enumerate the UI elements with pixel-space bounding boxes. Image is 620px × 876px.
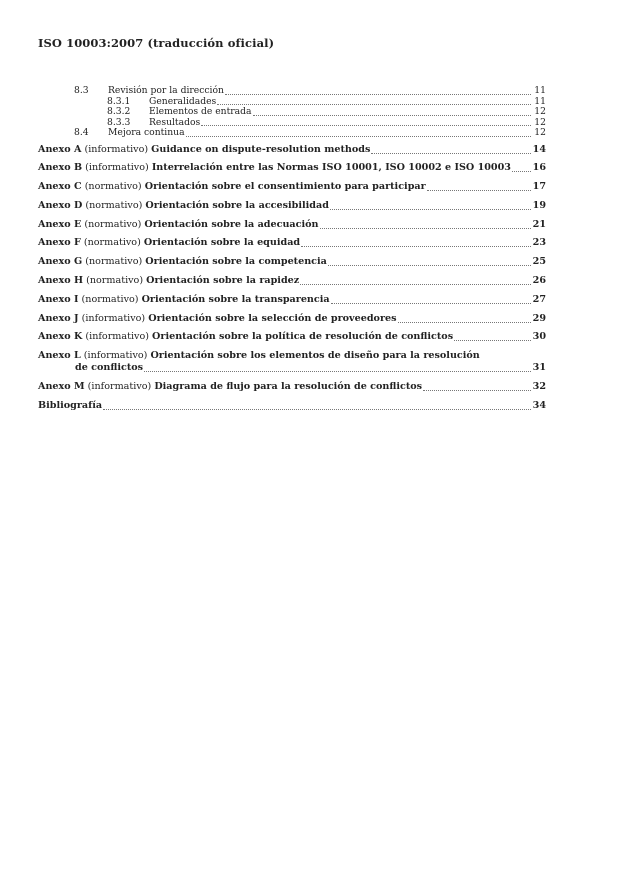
toc-annex-k[interactable]	[38, 331, 546, 343]
annex-page: 25	[532, 256, 546, 268]
annex-page: 14	[532, 143, 546, 155]
annex-kind: (normativo)	[83, 237, 141, 249]
annex-page: 26	[532, 275, 546, 287]
toc-annex-d[interactable]	[38, 200, 546, 212]
dot-leader	[186, 136, 531, 137]
dot-leader	[427, 190, 531, 191]
toc-entry-number: 8.3.2	[107, 106, 131, 117]
dot-leader	[103, 409, 531, 410]
annex-label: Anexo M	[38, 381, 85, 393]
toc-entry-number: 8.3.3	[107, 116, 131, 128]
annex-title: Interrelación entre las Normas ISO 10001, ISO 10002 e ISO 10003	[151, 162, 511, 174]
toc-entry-title: Revisión por la dirección	[108, 85, 224, 96]
toc-entry-title: Generalidades	[149, 95, 217, 107]
dot-leader	[454, 340, 531, 341]
annex-kind: (normativo)	[84, 218, 142, 230]
annex-label: Anexo F	[38, 237, 81, 249]
toc-annex-l[interactable]	[38, 350, 546, 374]
toc-entry-title: Mejora continua	[108, 127, 185, 138]
toc-entry-title: Elementos de entrada	[149, 106, 252, 117]
toc-entry-8-3-2[interactable]	[38, 107, 546, 118]
annex-title: Orientación sobre la competencia	[145, 256, 327, 268]
annex-title: Orientación sobre la política de resolución de conflictos	[152, 331, 454, 343]
annex-title: Orientación sobre la equidad	[143, 237, 301, 249]
bibliography-page: 34	[532, 399, 546, 411]
annex-title-line1: Orientación sobre los elementos de diseño para la resolución	[150, 350, 480, 362]
annex-label: Anexo K	[38, 331, 83, 343]
annex-kind: (informativo)	[85, 331, 149, 343]
annex-kind: (informativo)	[84, 143, 149, 155]
annex-page: 31	[532, 362, 546, 374]
annex-page: 30	[532, 331, 546, 343]
toc-entry-page: 11	[534, 95, 546, 107]
annex-kind: (normativo)	[85, 199, 143, 211]
bibliography-title: Bibliografía	[38, 399, 103, 411]
annex-page: 17	[532, 181, 546, 193]
toc-annex-e[interactable]	[38, 219, 546, 231]
toc-entry-number: 8.3	[74, 85, 89, 96]
toc-annex-i[interactable]	[38, 294, 546, 306]
annex-label: Anexo G	[38, 256, 83, 268]
toc-entry-8-4[interactable]	[38, 128, 546, 139]
toc-annex-a[interactable]	[38, 144, 546, 156]
dot-leader	[301, 246, 531, 247]
toc-annex-b[interactable]	[38, 162, 546, 174]
annex-kind: (normativo)	[86, 275, 144, 287]
toc-annex-g[interactable]	[38, 256, 546, 268]
annex-label: Anexo H	[38, 275, 84, 287]
annex-kind: (informativo)	[87, 381, 152, 393]
annex-label: Anexo A	[38, 143, 82, 155]
annex-label: Anexo J	[38, 312, 79, 324]
dot-leader	[512, 171, 531, 172]
dot-leader	[331, 303, 531, 304]
annex-page: 21	[532, 218, 546, 230]
toc-annex-f[interactable]	[38, 237, 546, 249]
dot-leader	[253, 115, 531, 116]
annex-label: Anexo C	[38, 181, 82, 193]
dot-leader	[330, 209, 531, 210]
annex-title: Guidance on dispute-resolution methods	[151, 143, 371, 155]
annex-title-line2: de conflictos	[75, 362, 144, 374]
toc-bibliography[interactable]	[38, 400, 546, 412]
dot-leader	[144, 371, 531, 372]
annex-label: Anexo L	[38, 350, 81, 362]
annex-page: 19	[532, 199, 546, 211]
annex-title: Orientación sobre la rapidez	[146, 275, 300, 287]
dot-leader	[328, 265, 531, 266]
annex-page: 27	[532, 293, 546, 305]
annex-label: Anexo B	[38, 162, 83, 174]
dot-leader	[398, 322, 532, 323]
toc-entry-number: 8.3.1	[107, 95, 131, 107]
annex-page: 29	[532, 312, 546, 324]
toc-annex-h[interactable]	[38, 275, 546, 287]
dot-leader	[371, 153, 531, 154]
toc-entry-number: 8.4	[74, 127, 89, 138]
dot-leader	[320, 228, 531, 229]
dot-leader	[423, 390, 531, 391]
annex-label: Anexo E	[38, 218, 82, 230]
dot-leader	[225, 94, 531, 95]
annex-title: Orientación sobre la selección de proveedores	[148, 312, 397, 324]
annex-kind: (normativo)	[81, 293, 139, 305]
annex-title: Diagrama de flujo para la resolución de conflictos	[154, 381, 423, 393]
annex-page: 32	[532, 381, 546, 393]
dot-leader	[217, 104, 531, 105]
annex-kind: (normativo)	[84, 181, 142, 193]
annex-label: Anexo I	[38, 293, 79, 305]
toc-entry-title: Resultados	[149, 116, 201, 128]
annex-title: Orientación sobre la adecuación	[144, 218, 319, 230]
annex-kind: (informativo)	[83, 350, 148, 362]
toc-entry-page: 11	[534, 85, 546, 96]
toc-annex-c[interactable]	[38, 181, 546, 193]
annex-page: 23	[532, 237, 546, 249]
table-of-contents	[38, 86, 546, 412]
dot-leader	[201, 125, 531, 126]
annex-title: Orientación sobre la transparencia	[141, 293, 330, 305]
toc-entry-page: 12	[534, 127, 546, 138]
toc-entry-page: 12	[534, 106, 546, 117]
dot-leader	[300, 284, 531, 285]
annex-page: 16	[532, 162, 546, 174]
annex-kind: (normativo)	[85, 256, 143, 268]
annex-title: Orientación sobre la accesibilidad	[145, 199, 329, 211]
page-header-title: ISO 10003:2007 (traducción oficial)	[38, 36, 275, 50]
annex-label: Anexo D	[38, 199, 83, 211]
toc-entry-page: 12	[534, 116, 546, 128]
annex-kind: (informativo)	[81, 312, 146, 324]
toc-annex-m[interactable]	[38, 381, 546, 393]
toc-entry-8-3[interactable]	[38, 86, 546, 97]
annex-kind: (informativo)	[85, 162, 149, 174]
annex-title: Orientación sobre el consentimiento para participar	[144, 181, 426, 193]
toc-annex-j[interactable]	[38, 313, 546, 325]
